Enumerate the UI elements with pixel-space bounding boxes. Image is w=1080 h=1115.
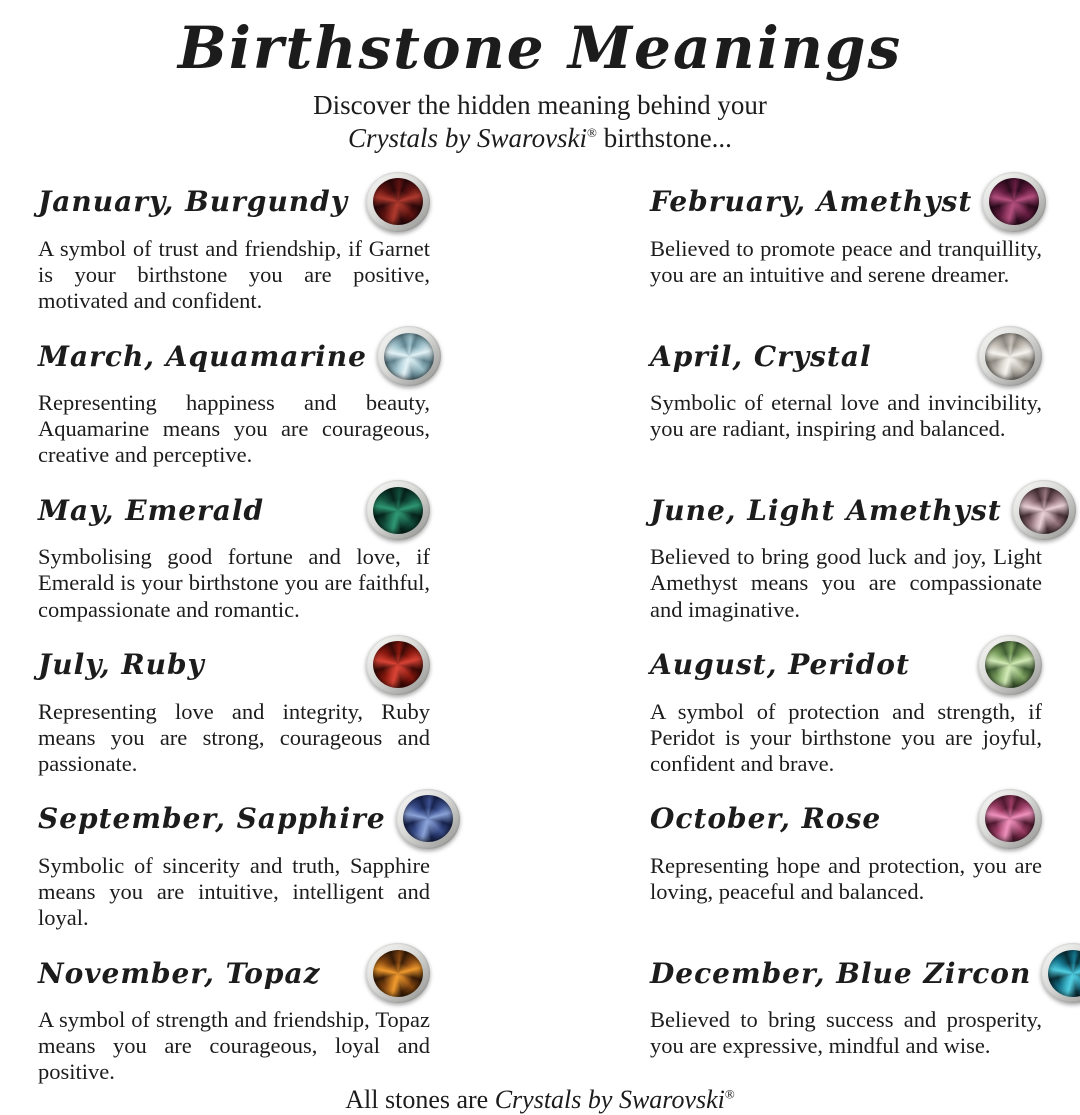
subtitle-line1: Discover the hidden meaning behind your: [313, 89, 767, 120]
registered-trademark-symbol: ®: [587, 124, 597, 140]
footer-prefix: All stones are: [345, 1085, 495, 1115]
month-entry-head: [38, 634, 430, 696]
page-title: Birthstone Meanings: [177, 14, 903, 82]
month-entry-january: [38, 171, 430, 314]
poster-header: [0, 14, 1080, 155]
month-title-october: October, Rose: [650, 802, 882, 836]
sapphire-gem-facets: [403, 795, 453, 842]
month-entry-head: [38, 325, 430, 387]
month-entry-head: [650, 479, 1042, 541]
month-title-july: July, Ruby: [38, 648, 205, 682]
month-entry-july: [38, 634, 430, 777]
emerald-gem-facets: [373, 487, 423, 534]
month-description-june: Believed to bring good luck and joy, Light Amethyst means you are compassionate and imaginative.: [650, 544, 1042, 622]
month-title-august: August, Peridot: [650, 648, 910, 682]
light-amethyst-stone-icon: [1012, 480, 1076, 540]
month-description-march: Representing happiness and beauty, Aquamarine means you are courageous, creative and perceptive.: [38, 390, 430, 468]
months-grid: [0, 171, 1080, 1086]
month-entry-head: [38, 942, 430, 1004]
month-title-january: January, Burgundy: [38, 185, 349, 219]
brand-name: Crystals by Swarovski: [348, 122, 588, 153]
month-title-june: June, Light Amethyst: [650, 493, 1002, 527]
month-entry-october: [650, 788, 1042, 931]
month-title-december: December, Blue Zircon: [650, 956, 1032, 990]
month-entry-august: [650, 634, 1042, 777]
emerald-stone-icon: [366, 480, 430, 540]
month-entry-may: [38, 479, 430, 622]
month-entry-november: [38, 942, 430, 1085]
garnet-gem-facets: [373, 178, 423, 225]
month-title-november: November, Topaz: [38, 956, 321, 990]
blue-zircon-gem-facets: [1048, 950, 1080, 997]
month-entry-head: [650, 942, 1042, 1004]
amethyst-stone-icon: [982, 172, 1046, 232]
month-description-january: A symbol of trust and friendship, if Garnet is your birthstone you are positive, motivated and confident.: [38, 235, 430, 313]
month-entry-march: [38, 325, 430, 468]
month-entry-september: [38, 788, 430, 931]
month-entry-head: [650, 325, 1042, 387]
sapphire-stone-icon: [396, 789, 460, 849]
month-title-may: May, Emerald: [38, 493, 265, 527]
topaz-gem-facets: [373, 950, 423, 997]
footer-brand: Crystals by Swarovski: [494, 1085, 725, 1115]
month-entry-june: [650, 479, 1042, 622]
rose-gem-facets: [985, 795, 1035, 842]
poster-footer: [0, 1085, 1080, 1115]
aquamarine-gem-facets: [384, 333, 434, 380]
topaz-stone-icon: [366, 943, 430, 1003]
footer-registered-trademark-symbol: ®: [724, 1086, 735, 1102]
month-description-november: A symbol of strength and friendship, Topaz means you are courageous, loyal and positive.: [38, 1007, 430, 1085]
month-description-july: Representing love and integrity, Ruby means you are strong, courageous and passionate.: [38, 698, 430, 776]
month-entry-february: [650, 171, 1042, 314]
month-entry-april: [650, 325, 1042, 468]
month-entry-head: [38, 788, 430, 850]
month-description-february: Believed to promote peace and tranquillity, you are an intuitive and serene dreamer.: [650, 235, 1042, 287]
month-title-april: April, Crystal: [650, 339, 872, 373]
month-entry-head: [650, 171, 1042, 233]
crystal-gem-facets: [985, 333, 1035, 380]
month-title-february: February, Amethyst: [650, 185, 973, 219]
garnet-stone-icon: [366, 172, 430, 232]
month-description-december: Believed to bring success and prosperity, you are expressive, mindful and wise.: [650, 1007, 1042, 1059]
amethyst-gem-facets: [989, 178, 1039, 225]
month-description-april: Symbolic of eternal love and invincibility, you are radiant, inspiring and balanced.: [650, 390, 1042, 442]
blue-zircon-stone-icon: [1041, 943, 1080, 1003]
month-entry-head: [38, 171, 430, 233]
month-description-august: A symbol of protection and strength, if Peridot is your birthstone you are joyful, confident and brave.: [650, 698, 1042, 776]
month-entry-december: [650, 942, 1042, 1085]
light-amethyst-gem-facets: [1019, 487, 1069, 534]
subtitle-line2-rest: birthstone...: [596, 122, 732, 153]
ruby-gem-facets: [373, 641, 423, 688]
peridot-stone-icon: [978, 635, 1042, 695]
aquamarine-stone-icon: [377, 326, 441, 386]
peridot-gem-facets: [985, 641, 1035, 688]
ruby-stone-icon: [366, 635, 430, 695]
month-entry-head: [650, 788, 1042, 850]
month-title-march: March, Aquamarine: [38, 339, 367, 373]
crystal-stone-icon: [978, 326, 1042, 386]
month-entry-head: [38, 479, 430, 541]
month-description-september: Symbolic of sincerity and truth, Sapphire means you are intuitive, intelligent and loyal.: [38, 852, 430, 931]
month-title-september: September, Sapphire: [38, 802, 386, 836]
subtitle: [0, 89, 1080, 155]
month-description-october: Representing hope and protection, you are loving, peaceful and balanced.: [650, 852, 1042, 904]
month-entry-head: [650, 634, 1042, 696]
month-description-may: Symbolising good fortune and love, if Emerald is your birthstone you are faithful, compassionate and romantic.: [38, 544, 430, 622]
rose-stone-icon: [978, 789, 1042, 849]
